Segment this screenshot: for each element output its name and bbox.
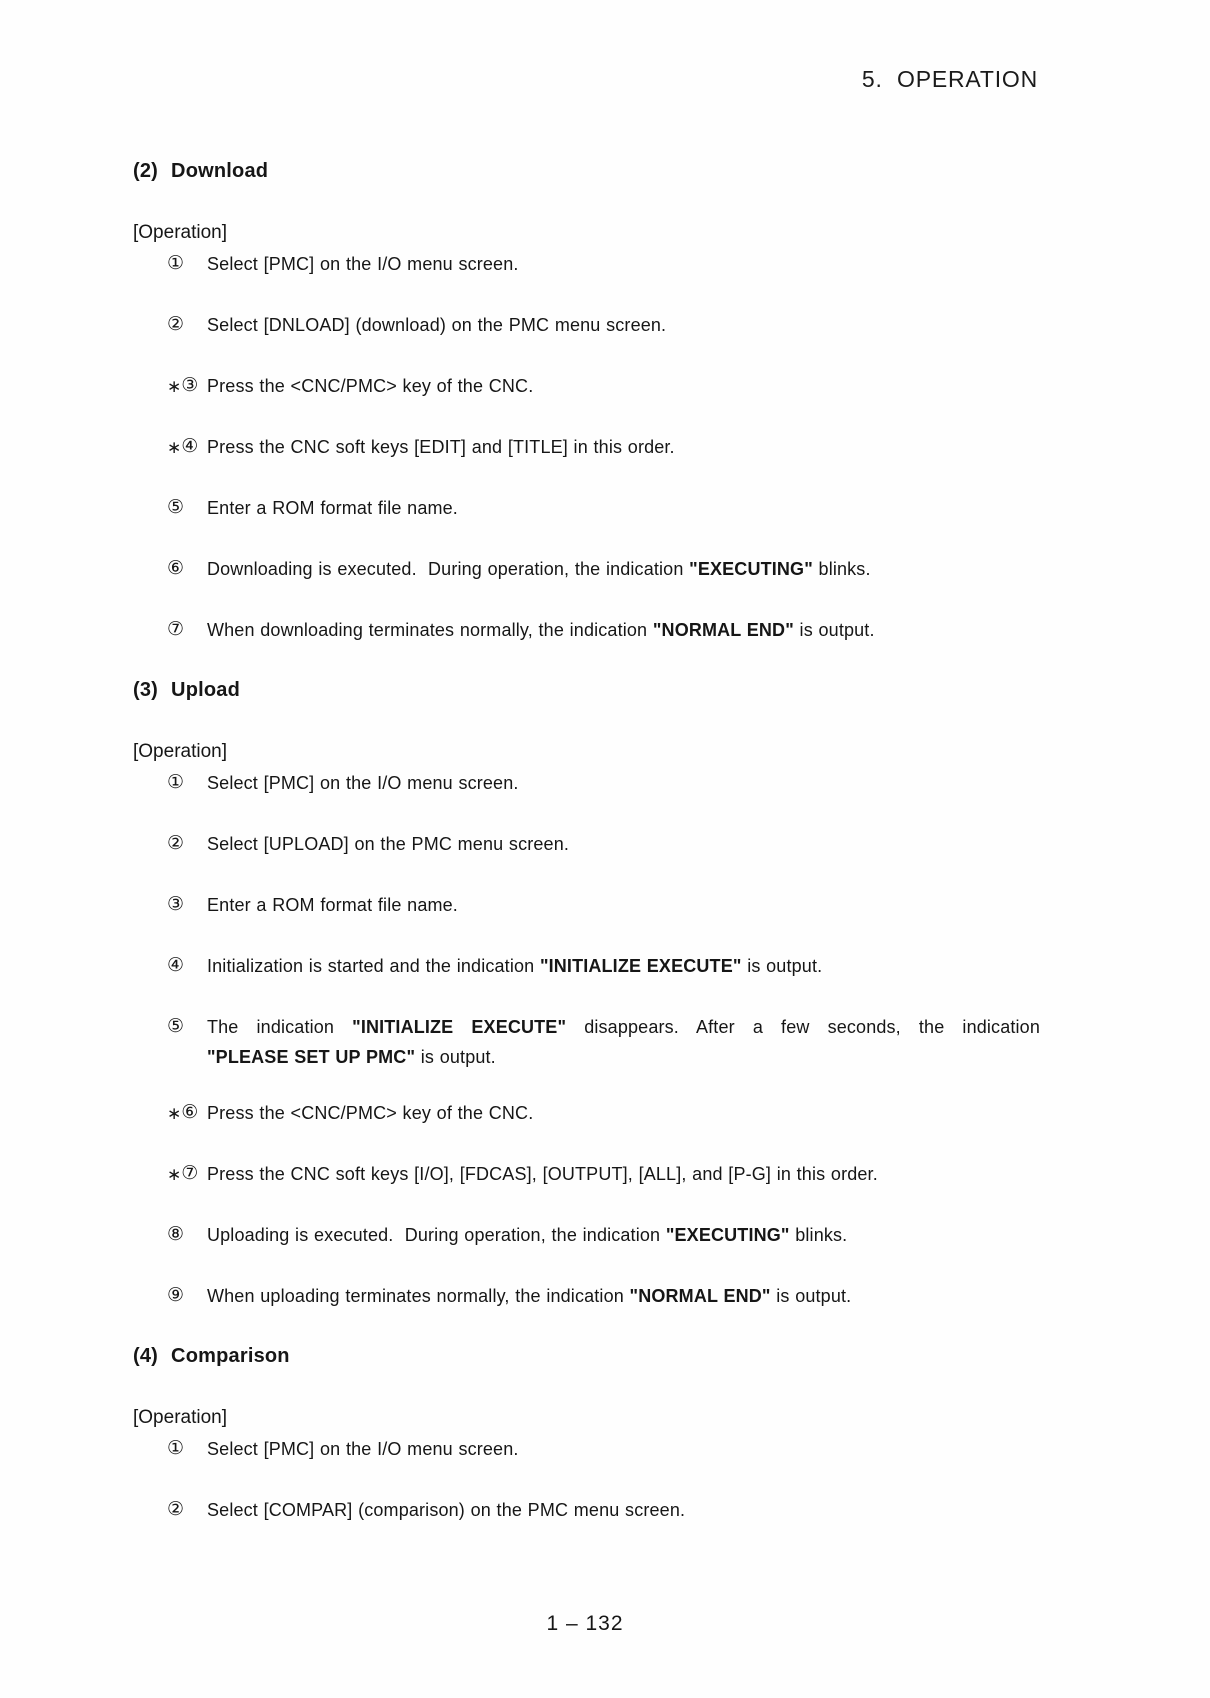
step-item — [133, 1162, 1040, 1186]
step-marker — [133, 771, 207, 795]
step-number-icon: ② — [167, 833, 185, 854]
step-number-icon: ④ — [167, 955, 185, 976]
step-marker — [133, 557, 207, 581]
step-number-icon: ⑥ — [167, 558, 185, 579]
step-marker — [133, 1223, 207, 1247]
step-item — [133, 954, 1040, 978]
step-text: Select [PMC] on the I/O menu screen. — [207, 254, 519, 274]
section-heading — [133, 679, 1040, 701]
step-item — [133, 252, 1040, 276]
step-number-icon: ③ — [181, 375, 199, 396]
step-text: Uploading is executed. During operation, the indication "EXECUTING" blinks. — [207, 1225, 848, 1245]
step-marker — [133, 496, 207, 520]
step-text-line1: The indication "INITIALIZE EXECUTE" disappears. After a few seconds, the indication — [207, 1017, 1040, 1037]
section-number: (3) — [133, 679, 159, 701]
step-text: Downloading is executed. During operation, the indication "EXECUTING" blinks. — [207, 559, 871, 579]
step-text: When uploading terminates normally, the indication "NORMAL END" is output. — [207, 1286, 852, 1306]
step-item — [133, 496, 1040, 520]
step-item — [133, 374, 1040, 398]
page-number: 1 – 132 — [546, 1612, 624, 1635]
step-item — [133, 435, 1040, 459]
step-number-icon: ⑨ — [167, 1285, 185, 1306]
step-marker — [133, 893, 207, 917]
section-download — [133, 160, 1040, 642]
step-item — [133, 771, 1040, 795]
operation-label: [Operation] — [133, 1407, 227, 1428]
step-number-icon: ⑤ — [167, 497, 185, 518]
step-marker — [133, 313, 207, 337]
step-marker — [133, 1162, 207, 1186]
step-text: Enter a ROM format file name. — [207, 895, 458, 915]
step-number-icon: ③ — [167, 894, 185, 915]
step-item — [133, 1015, 1040, 1069]
step-text: When downloading terminates normally, the indication "NORMAL END" is output. — [207, 620, 875, 640]
step-number-icon: ① — [167, 253, 185, 274]
section-upload — [133, 679, 1040, 1308]
section-title: Upload — [171, 679, 241, 701]
step-number-icon: ② — [167, 314, 185, 335]
step-item — [133, 557, 1040, 581]
step-text: Select [DNLOAD] (download) on the PMC menu screen. — [207, 315, 667, 335]
operation-label: [Operation] — [133, 222, 227, 243]
step-item — [133, 832, 1040, 856]
step-star-icon: ∗ — [167, 438, 182, 457]
section-heading — [133, 160, 1040, 182]
step-marker — [133, 435, 207, 459]
step-marker — [133, 1015, 207, 1039]
step-number-icon: ⑦ — [167, 619, 185, 640]
step-text: Select [COMPAR] (comparison) on the PMC menu screen. — [207, 1500, 686, 1520]
step-text: Press the CNC soft keys [I/O], [FDCAS], [OUTPUT], [ALL], and [P-G] in this order. — [207, 1164, 878, 1184]
step-marker — [133, 1437, 207, 1461]
step-number-icon: ⑦ — [181, 1163, 199, 1184]
step-text: Enter a ROM format file name. — [207, 498, 458, 518]
step-text: Initialization is started and the indication "INITIALIZE EXECUTE" is output. — [207, 956, 823, 976]
step-number-icon: ⑤ — [167, 1016, 185, 1037]
step-marker — [133, 1498, 207, 1522]
step-item — [133, 1101, 1040, 1125]
step-text: Select [PMC] on the I/O menu screen. — [207, 773, 519, 793]
step-star-icon: ∗ — [167, 377, 182, 396]
step-star-icon: ∗ — [167, 1104, 182, 1123]
step-text: Press the <CNC/PMC> key of the CNC. — [207, 1103, 534, 1123]
step-marker — [133, 618, 207, 642]
step-item — [133, 1498, 1040, 1522]
step-number-icon: ⑧ — [167, 1224, 185, 1245]
section-title: Comparison — [171, 1345, 290, 1367]
chapter-header: 5. OPERATION — [861, 66, 1038, 92]
step-number-icon: ② — [167, 1499, 185, 1520]
step-number-icon: ① — [167, 1438, 185, 1459]
step-item — [133, 1223, 1040, 1247]
operation-label: [Operation] — [133, 741, 227, 762]
step-number-icon: ④ — [181, 436, 199, 457]
section-comparison — [133, 1345, 1040, 1522]
step-marker — [133, 374, 207, 398]
step-number-icon: ① — [167, 772, 185, 793]
step-text: Press the CNC soft keys [EDIT] and [TITLE] in this order. — [207, 437, 675, 457]
step-item — [133, 1284, 1040, 1308]
step-item — [133, 1437, 1040, 1461]
step-marker — [133, 252, 207, 276]
step-text: Select [UPLOAD] on the PMC menu screen. — [207, 834, 570, 854]
page-content — [133, 160, 1040, 1559]
section-heading — [133, 1345, 1040, 1367]
step-star-icon: ∗ — [167, 1165, 182, 1184]
step-marker — [133, 832, 207, 856]
section-number: (4) — [133, 1345, 159, 1367]
step-marker — [133, 1101, 207, 1125]
section-number: (2) — [133, 160, 159, 182]
step-item — [133, 313, 1040, 337]
step-item — [133, 618, 1040, 642]
step-marker — [133, 1284, 207, 1308]
step-text: Press the <CNC/PMC> key of the CNC. — [207, 376, 534, 396]
step-text-line2: "PLEASE SET UP PMC" is output. — [207, 1047, 496, 1067]
section-title: Download — [171, 160, 269, 182]
step-number-icon: ⑥ — [181, 1102, 199, 1123]
step-marker — [133, 954, 207, 978]
step-item — [133, 893, 1040, 917]
step-text: Select [PMC] on the I/O menu screen. — [207, 1439, 519, 1459]
